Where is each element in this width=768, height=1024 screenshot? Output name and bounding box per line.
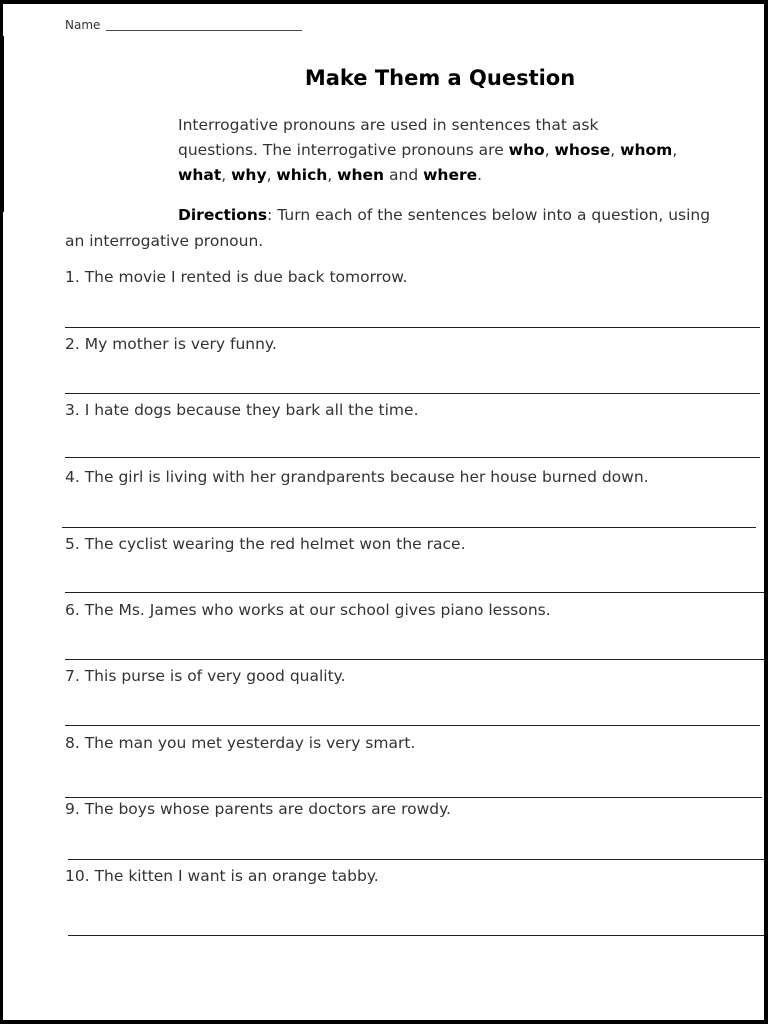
directions-text: : Turn each of the sentences below into a question, using an interrogative pronoun. [65,206,711,250]
pronoun-whose: whose [554,141,611,159]
question-2: 2. My mother is very funny. [65,335,277,353]
answer-line-9[interactable] [68,859,764,860]
answer-line-3[interactable] [65,457,760,458]
pronoun-where: where [423,166,478,184]
question-10: 10. The kitten I want is an orange tabby. [65,867,379,885]
intro-text: Interrogative pronouns are used in sentences that ask questions. The interrogative pronouns are [178,116,599,159]
pronoun-why: why [231,166,267,184]
pronoun-when: when [337,166,385,184]
question-1: 1. The movie I rented is due back tomorrow. [65,268,408,286]
answer-line-2[interactable] [65,393,760,394]
answer-line-10[interactable] [68,935,764,936]
question-4: 4. The girl is living with her grandparents because her house burned down. [65,468,649,486]
question-8: 8. The man you met yesterday is very smart. [65,734,416,752]
worksheet-title: Make Them a Question [304,66,576,90]
answer-line-6[interactable] [65,659,764,660]
intro-paragraph: Interrogative pronouns are used in sentences that ask questions. The interrogative pronouns are who, whose, whom, what, why, which, when and where. [178,116,678,184]
answer-line-7[interactable] [65,725,760,726]
pronoun-whom: whom [620,141,673,159]
answer-line-8[interactable] [65,797,762,798]
answer-line-5[interactable] [65,592,764,593]
answer-line-4[interactable] [62,527,756,528]
name-field[interactable] [106,30,302,31]
pronoun-what: what [178,166,222,184]
question-3: 3. I hate dogs because they bark all the time. [65,401,419,419]
directions-label: Directions [178,206,268,224]
question-6: 6. The Ms. James who works at our school gives piano lessons. [65,601,551,619]
page-edge-mark [0,36,4,212]
question-5: 5. The cyclist wearing the red helmet won the race. [65,535,466,553]
directions-paragraph [65,202,725,254]
question-9: 9. The boys whose parents are doctors are rowdy. [65,800,451,818]
pronoun-which: which [276,166,328,184]
answer-line-1[interactable] [65,327,760,328]
pronoun-who: who [508,141,545,159]
name-label: Name [65,18,101,32]
question-7: 7. This purse is of very good quality. [65,667,346,685]
